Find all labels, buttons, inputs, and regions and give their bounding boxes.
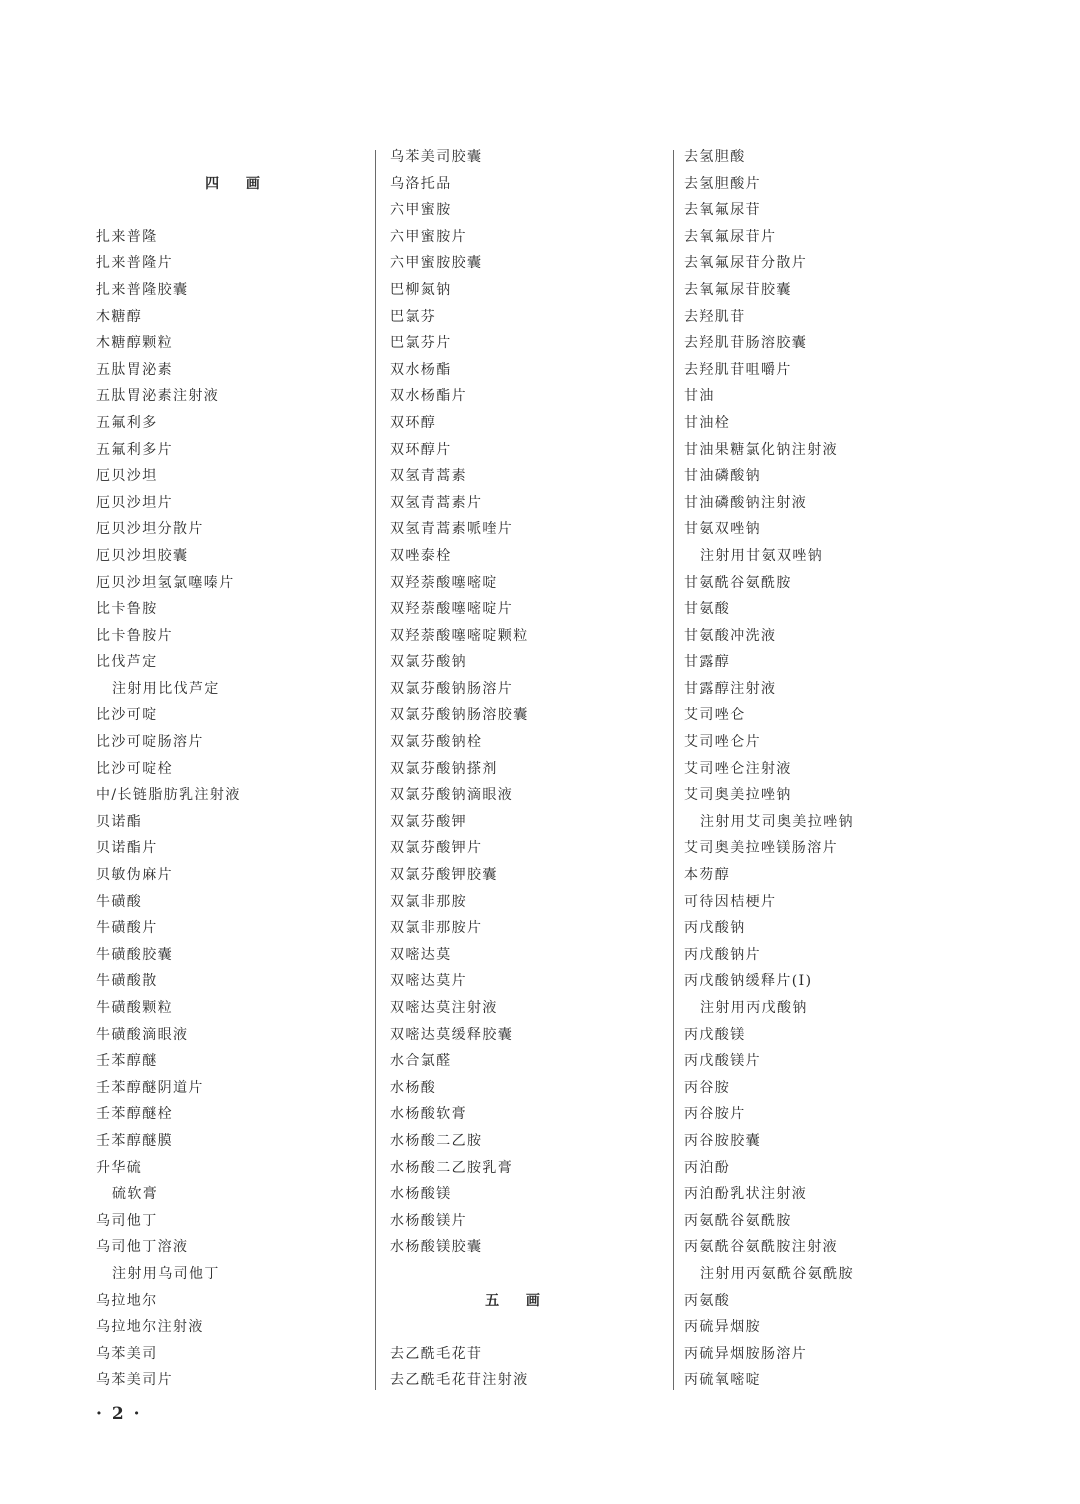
index-entry: 双氯芬酸钠肠溶片 <box>390 680 514 697</box>
index-entry: 去氢胆酸 <box>684 149 746 165</box>
index-entry: 甘油栓 <box>684 414 731 431</box>
index-entry: 牛磺酸颗粒 <box>96 1000 173 1016</box>
index-column-1 <box>96 144 358 1394</box>
index-entry: 双氯芬酸钠滴眼液 <box>390 787 514 804</box>
index-entry: 甘氨酸冲洗液 <box>684 627 777 644</box>
index-entry: 中/长链脂肪乳注射液 <box>96 787 241 804</box>
index-entry: 双羟萘酸噻嘧啶颗粒 <box>390 627 529 644</box>
index-entry: 丙硫氧嘧啶 <box>684 1372 761 1389</box>
index-entry: 艾司唑仑片 <box>684 734 761 751</box>
index-subentry: 注射用比伐芦定 <box>112 680 220 697</box>
index-entry: 去羟肌苷 <box>684 308 746 325</box>
index-entry: 双氯芬酸钠栓 <box>390 734 483 751</box>
index-entry: 双氯芬酸钠搽剂 <box>390 760 498 777</box>
index-entry: 双氢青蒿素哌喹片 <box>390 521 514 538</box>
index-subentry: 注射用丙氨酰谷氨酰胺 <box>700 1265 854 1282</box>
index-entry: 牛磺酸滴眼液 <box>96 1026 189 1043</box>
index-entry: 扎来普隆胶囊 <box>96 281 189 298</box>
index-entry: 厄贝沙坦分散片 <box>96 521 204 538</box>
index-entry: 牛磺酸胶囊 <box>96 946 173 963</box>
index-entry: 双氢青蒿素片 <box>390 494 483 511</box>
index-entry: 丙硫异烟胺 <box>684 1319 761 1336</box>
index-entry: 乌洛托品 <box>390 175 452 192</box>
index-entry: 甘氨酸 <box>684 601 731 618</box>
stroke-count-heading: 四 画 <box>205 175 261 192</box>
index-entry: 双环醇 <box>390 414 437 431</box>
index-entry: 双水杨酯 <box>390 361 452 378</box>
index-entry: 五氟利多 <box>96 414 158 431</box>
index-column-2 <box>390 144 652 1394</box>
index-entry: 水杨酸软膏 <box>390 1106 467 1123</box>
index-entry: 双嘧达莫 <box>390 946 452 963</box>
index-entry: 丙戊酸钠 <box>684 920 746 937</box>
index-entry: 可待因桔梗片 <box>684 893 777 910</box>
index-entry: 丙戊酸钠片 <box>684 946 761 963</box>
index-entry: 扎来普隆 <box>96 228 158 245</box>
index-entry: 厄贝沙坦胶囊 <box>96 547 189 564</box>
index-subentry: 注射用甘氨双唑钠 <box>700 547 824 564</box>
index-entry: 乌司他丁 <box>96 1212 158 1229</box>
index-entry: 双氯非那胺片 <box>390 920 483 937</box>
index-entry: 丙泊酚乳状注射液 <box>684 1186 808 1203</box>
index-entry: 升华硫 <box>96 1159 143 1176</box>
index-entry: 丙泊酚 <box>684 1159 731 1176</box>
index-entry: 去羟肌苷肠溶胶囊 <box>684 335 808 352</box>
index-entry: 艾司唑仑注射液 <box>684 760 792 777</box>
index-entry: 丙戊酸钠缓释片(Ⅰ) <box>684 973 813 990</box>
index-entry: 水杨酸 <box>390 1079 437 1096</box>
index-subentry: 注射用艾司奥美拉唑钠 <box>700 813 854 830</box>
index-entry: 壬苯醇醚 <box>96 1053 158 1070</box>
index-entry: 去羟肌苷咀嚼片 <box>684 361 792 378</box>
index-entry: 丙戊酸镁片 <box>684 1053 761 1070</box>
index-entry: 水合氯醛 <box>390 1053 452 1070</box>
index-entry: 比卡鲁胺 <box>96 601 158 618</box>
index-entry: 双氯非那胺 <box>390 893 467 910</box>
index-entry: 双氯芬酸钠肠溶胶囊 <box>390 707 529 724</box>
index-entry: 乌拉地尔注射液 <box>96 1319 204 1336</box>
index-entry: 五肽胃泌素注射液 <box>96 388 220 405</box>
index-entry: 壬苯醇醚膜 <box>96 1132 173 1149</box>
index-entry: 双氯芬酸钾片 <box>390 840 483 857</box>
index-entry: 比伐芦定 <box>96 654 158 671</box>
index-entry: 乌苯美司片 <box>96 1372 173 1389</box>
index-entry: 水杨酸镁 <box>390 1186 452 1203</box>
index-entry: 水杨酸二乙胺乳膏 <box>390 1159 514 1176</box>
index-entry: 六甲蜜胺胶囊 <box>390 255 483 272</box>
index-entry: 双环醇片 <box>390 441 452 458</box>
index-entry: 丙氨酰谷氨酰胺 <box>684 1212 792 1229</box>
index-entry: 艾司奥美拉唑钠 <box>684 787 792 804</box>
index-entry: 双羟萘酸噻嘧啶 <box>390 574 498 591</box>
index-entry: 丙谷胺 <box>684 1079 731 1096</box>
index-subentry: 注射用乌司他丁 <box>112 1265 220 1282</box>
index-entry: 丙氨酸 <box>684 1292 731 1309</box>
stroke-count-heading: 五 画 <box>485 1292 541 1309</box>
index-entry: 双羟萘酸噻嘧啶片 <box>390 601 514 618</box>
index-entry: 丙氨酰谷氨酰胺注射液 <box>684 1239 838 1256</box>
index-entry: 双嘧达莫缓释胶囊 <box>390 1026 514 1043</box>
index-entry: 甘油 <box>684 388 715 405</box>
index-entry: 壬苯醇醚阴道片 <box>96 1079 204 1096</box>
index-entry: 双氯芬酸钾胶囊 <box>390 867 498 884</box>
index-entry: 双嘧达莫片 <box>390 973 467 990</box>
index-subentry: 注射用丙戊酸钠 <box>700 1000 808 1016</box>
index-column-3 <box>684 144 984 1394</box>
index-entry: 巴柳氮钠 <box>390 281 452 298</box>
index-entry: 六甲蜜胺 <box>390 202 452 219</box>
index-entry: 双氢青蒿素 <box>390 468 467 485</box>
index-entry: 五氟利多片 <box>96 441 173 458</box>
index-entry: 本芴醇 <box>684 867 731 884</box>
index-entry: 甘油磷酸钠 <box>684 468 761 485</box>
page-number: · 2 · <box>96 1404 142 1424</box>
index-entry: 艾司奥美拉唑镁肠溶片 <box>684 840 838 857</box>
column-divider <box>375 150 376 1390</box>
index-entry: 甘油果糖氯化钠注射液 <box>684 441 838 458</box>
index-subentry: 硫软膏 <box>112 1186 159 1203</box>
index-entry: 去氢胆酸片 <box>684 175 761 192</box>
index-entry: 牛磺酸散 <box>96 973 158 990</box>
index-entry: 乌拉地尔 <box>96 1292 158 1309</box>
index-entry: 比沙可啶肠溶片 <box>96 734 204 751</box>
index-entry: 贝诺酯片 <box>96 840 158 857</box>
index-entry: 甘油磷酸钠注射液 <box>684 494 808 511</box>
index-entry: 木糖醇 <box>96 308 143 325</box>
index-entry: 水杨酸镁胶囊 <box>390 1239 483 1256</box>
index-entry: 扎来普隆片 <box>96 255 173 272</box>
index-entry: 去氧氟尿苷片 <box>684 228 777 245</box>
index-entry: 比沙可啶 <box>96 707 158 724</box>
blank-line <box>96 197 358 224</box>
index-entry: 丙谷胺胶囊 <box>684 1132 761 1149</box>
index-entry: 比卡鲁胺片 <box>96 627 173 644</box>
index-entry: 巴氯芬片 <box>390 335 452 352</box>
index-entry: 双水杨酯片 <box>390 388 467 405</box>
index-entry: 五肽胃泌素 <box>96 361 173 378</box>
index-entry: 丙谷胺片 <box>684 1106 746 1123</box>
index-entry: 甘露醇注射液 <box>684 680 777 697</box>
index-entry: 丙硫异烟胺肠溶片 <box>684 1345 808 1362</box>
index-entry: 壬苯醇醚栓 <box>96 1106 173 1123</box>
index-entry: 乌司他丁溶液 <box>96 1239 189 1256</box>
index-entry: 甘氨双唑钠 <box>684 521 761 538</box>
index-entry: 水杨酸镁片 <box>390 1212 467 1229</box>
index-entry: 贝诺酯 <box>96 813 143 830</box>
index-entry: 厄贝沙坦片 <box>96 494 173 511</box>
index-entry: 巴氯芬 <box>390 308 437 325</box>
index-entry: 牛磺酸片 <box>96 920 158 937</box>
column-divider <box>673 150 674 1390</box>
blank-line <box>96 144 358 171</box>
index-entry: 厄贝沙坦氢氯噻嗪片 <box>96 574 235 591</box>
index-entry: 甘露醇 <box>684 654 731 671</box>
index-entry: 艾司唑仑 <box>684 707 746 724</box>
index-entry: 厄贝沙坦 <box>96 468 158 485</box>
index-entry: 贝敏伪麻片 <box>96 867 173 884</box>
index-entry: 乌苯美司 <box>96 1345 158 1362</box>
index-entry: 去氧氟尿苷 <box>684 202 761 219</box>
index-entry: 双氯芬酸钾 <box>390 813 467 830</box>
index-entry: 比沙可啶栓 <box>96 760 173 777</box>
index-entry: 木糖醇颗粒 <box>96 335 173 352</box>
index-entry: 双氯芬酸钠 <box>390 654 467 671</box>
index-entry: 去氧氟尿苷胶囊 <box>684 281 792 298</box>
index-entry: 六甲蜜胺片 <box>390 228 467 245</box>
index-entry: 丙戊酸镁 <box>684 1026 746 1043</box>
index-entry: 去氧氟尿苷分散片 <box>684 255 808 272</box>
blank-line <box>390 1314 652 1341</box>
index-entry: 去乙酰毛花苷 <box>390 1345 483 1362</box>
index-entry: 双嘧达莫注射液 <box>390 1000 498 1016</box>
index-entry: 双唑泰栓 <box>390 547 452 564</box>
index-entry: 水杨酸二乙胺 <box>390 1132 483 1149</box>
blank-line <box>390 1261 652 1288</box>
index-entry: 甘氨酰谷氨酰胺 <box>684 574 792 591</box>
index-entry: 牛磺酸 <box>96 893 143 910</box>
index-entry: 去乙酰毛花苷注射液 <box>390 1372 529 1389</box>
index-entry: 乌苯美司胶囊 <box>390 149 483 165</box>
